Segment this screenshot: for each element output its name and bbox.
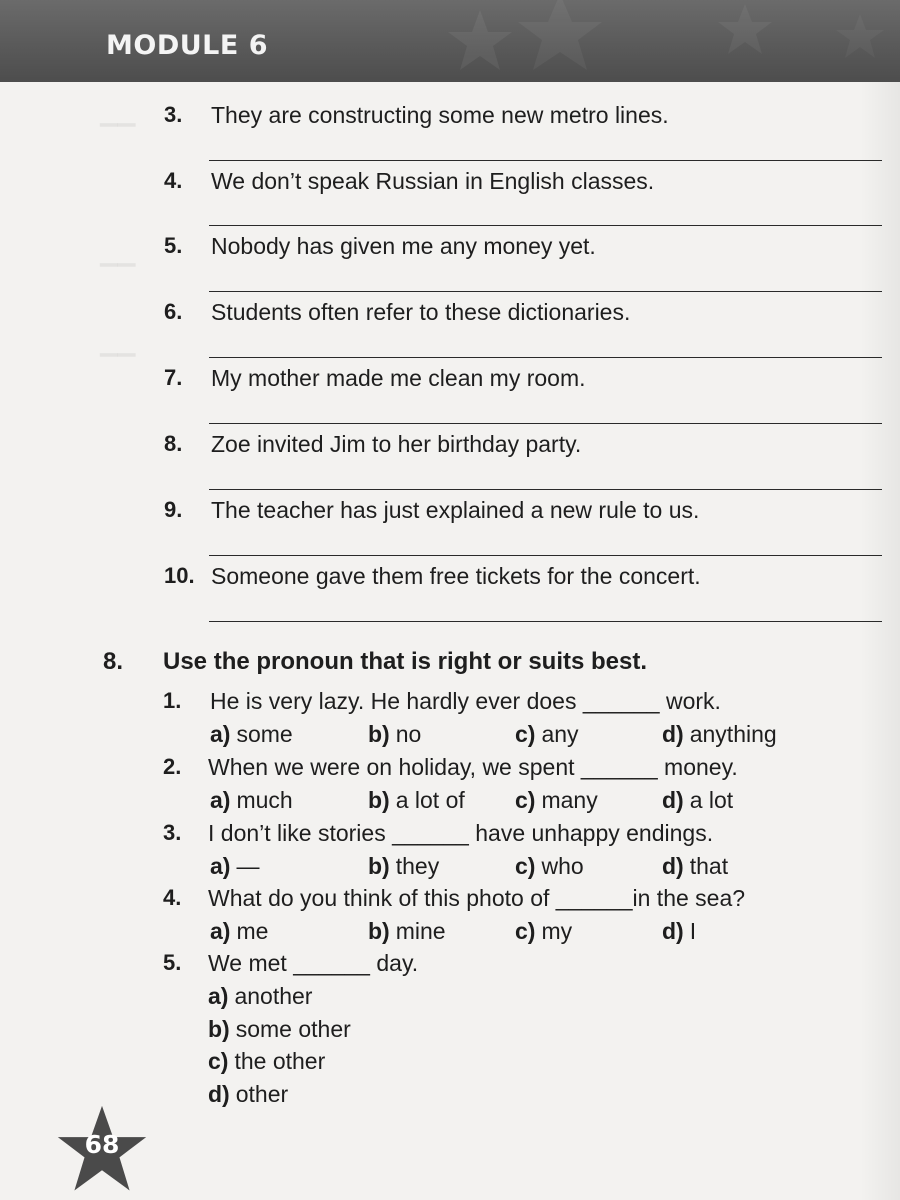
option-d[interactable] <box>662 918 696 944</box>
option-letter: c) <box>515 787 536 813</box>
item-number: 4. <box>164 168 183 193</box>
item-sentence: My mother made me clean my room. <box>211 365 586 391</box>
question-ending: work. <box>665 688 721 714</box>
question-text <box>208 885 745 911</box>
option-b[interactable] <box>368 721 421 747</box>
answer-line[interactable] <box>209 160 882 161</box>
option-text: I <box>689 918 697 944</box>
item-sentence: We don’t speak Russian in English classes. <box>211 168 655 194</box>
option-letter: b) <box>208 1016 230 1042</box>
answer-blank[interactable]: ______ <box>293 950 370 976</box>
option-b[interactable] <box>368 853 439 879</box>
item-sentence: Someone gave them free tickets for the concert. <box>211 563 701 589</box>
exercise-instruction: Use the pronoun that is right or suits best. <box>163 648 648 675</box>
question-number: 2. <box>163 754 182 779</box>
option-letter: d) <box>662 787 684 813</box>
option-b[interactable] <box>208 1016 351 1042</box>
answer-blank[interactable]: ______ <box>555 885 633 911</box>
page-number: 68 <box>84 1130 120 1159</box>
option-letter: c) <box>208 1048 229 1074</box>
option-letter: b) <box>368 721 390 747</box>
option-b[interactable] <box>368 787 465 813</box>
question-ending: in the sea? <box>632 885 746 911</box>
module-header-band <box>0 0 900 82</box>
option-letter: a) <box>210 787 231 813</box>
question-text <box>208 950 418 976</box>
item-sentence: The teacher has just explained a new rule to us. <box>211 497 700 523</box>
option-letter: c) <box>515 853 536 879</box>
option-letter: b) <box>368 853 390 879</box>
option-text: other <box>235 1081 289 1107</box>
page-edge-shadow <box>860 82 900 1200</box>
question-ending: have unhappy endings. <box>475 820 714 846</box>
option-d[interactable] <box>662 853 728 879</box>
option-letter: d) <box>208 1081 230 1107</box>
option-d[interactable] <box>662 721 777 747</box>
item-number: 8. <box>164 431 183 456</box>
answer-line[interactable] <box>209 555 882 556</box>
option-a[interactable] <box>208 983 312 1009</box>
question-stem: We met <box>208 950 287 976</box>
option-a[interactable] <box>210 853 259 879</box>
question-text <box>210 688 721 714</box>
option-text: any <box>541 721 579 747</box>
question-stem: I don’t like stories <box>208 820 386 846</box>
module-title: MODULE 6 <box>106 30 268 61</box>
question-ending: money. <box>664 754 738 780</box>
question-number: 4. <box>163 885 182 910</box>
option-text: many <box>541 787 598 813</box>
option-c[interactable] <box>208 1048 325 1074</box>
item-number: 6. <box>164 299 183 324</box>
option-text: my <box>541 918 573 944</box>
exercise-number: 8. <box>103 648 124 675</box>
option-text: who <box>541 853 584 879</box>
question-text <box>208 820 713 846</box>
question-number: 1. <box>163 688 182 713</box>
item-number: 7. <box>164 365 183 390</box>
answer-blank[interactable]: ______ <box>582 688 660 714</box>
item-number: 10. <box>164 563 195 588</box>
item-number: 9. <box>164 497 183 522</box>
option-text: some <box>236 721 293 747</box>
option-a[interactable] <box>210 721 293 747</box>
answer-line[interactable] <box>209 357 882 358</box>
option-b[interactable] <box>368 918 446 944</box>
answer-line[interactable] <box>209 621 882 622</box>
item-number: 5. <box>164 233 183 258</box>
option-d[interactable] <box>662 787 733 813</box>
question-number: 3. <box>163 820 182 845</box>
option-text: mine <box>395 918 446 944</box>
question-text <box>208 754 738 780</box>
item-sentence: They are constructing some new metro lines. <box>211 102 669 128</box>
item-number: 3. <box>164 102 183 127</box>
bleed-through-text: ▁▁ <box>100 330 136 356</box>
option-text: the other <box>234 1048 326 1074</box>
option-text: that <box>689 853 729 879</box>
answer-line[interactable] <box>209 489 882 490</box>
item-sentence: Students often refer to these dictionaries. <box>211 299 631 325</box>
option-text: me <box>236 918 269 944</box>
answer-blank[interactable]: ______ <box>392 820 469 846</box>
option-letter: a) <box>210 721 231 747</box>
option-text: a lot of <box>395 787 465 813</box>
option-a[interactable] <box>210 787 293 813</box>
option-c[interactable] <box>515 787 598 813</box>
option-d[interactable] <box>208 1081 288 1107</box>
option-text: another <box>234 983 313 1009</box>
answer-line[interactable] <box>209 291 882 292</box>
bleed-through-text: ▁▁ <box>100 100 136 126</box>
option-text: no <box>395 721 422 747</box>
option-a[interactable] <box>210 918 268 944</box>
question-ending: day. <box>376 950 419 976</box>
option-text: some other <box>235 1016 351 1042</box>
bleed-through-text: ▁▁ <box>100 240 136 266</box>
question-stem: What do you think of this photo of <box>208 885 550 911</box>
answer-line[interactable] <box>209 225 882 226</box>
option-letter: a) <box>208 983 229 1009</box>
option-text: much <box>236 787 293 813</box>
option-letter: d) <box>662 853 684 879</box>
option-letter: b) <box>368 918 390 944</box>
option-c[interactable] <box>515 721 579 747</box>
option-letter: c) <box>515 721 536 747</box>
answer-line[interactable] <box>209 423 882 424</box>
answer-blank[interactable]: ______ <box>580 754 658 780</box>
option-text: a lot <box>689 787 734 813</box>
option-letter: a) <box>210 853 231 879</box>
item-sentence: Nobody has given me any money yet. <box>211 233 596 259</box>
option-letter: d) <box>662 721 684 747</box>
option-letter: d) <box>662 918 684 944</box>
option-text: they <box>395 853 440 879</box>
option-letter: b) <box>368 787 390 813</box>
option-text: — <box>236 853 260 879</box>
option-c[interactable] <box>515 853 584 879</box>
option-letter: a) <box>210 918 231 944</box>
item-sentence: Zoe invited Jim to her birthday party. <box>211 431 582 457</box>
option-letter: c) <box>515 918 536 944</box>
question-stem: When we were on holiday, we spent <box>208 754 575 780</box>
option-c[interactable] <box>515 918 572 944</box>
option-text: anything <box>689 721 777 747</box>
question-stem: He is very lazy. He hardly ever does <box>210 688 577 714</box>
question-number: 5. <box>163 950 182 975</box>
